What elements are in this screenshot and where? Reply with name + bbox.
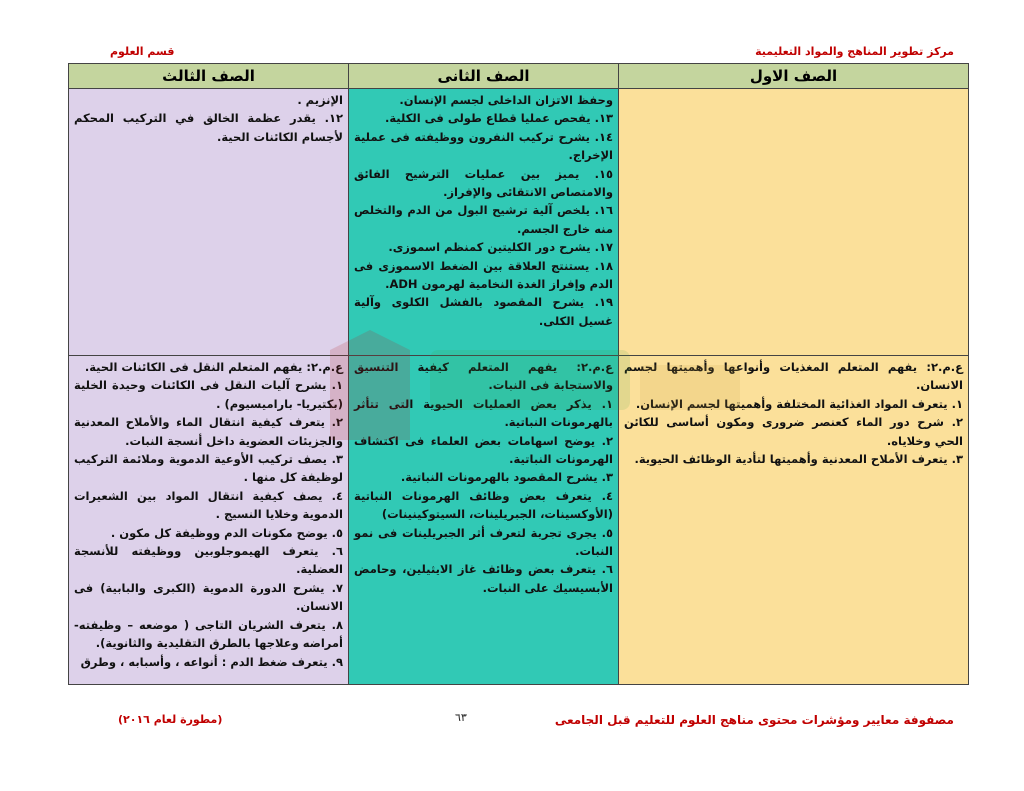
cell-line: ١٧. يشرح دور الكليتين كمنظم اسموزى. — [388, 240, 613, 255]
cell-line: ٣. يتعرف الأملاح المعدنية وأهميتها لتأدية الوظائف الحيوية. — [634, 452, 963, 467]
cell-line: ١. يذكر بعض العمليات الحيوية التى تتأثر بالهرمونات النباتية. — [354, 396, 613, 430]
cell-grade-2 — [349, 356, 619, 685]
cell-line: ٥. يجرى تجربة لتعرف أثر الجبريلينات فى نمو النبات. — [354, 525, 613, 559]
cell-line: ٦. يتعرف بعض وظائف غاز الايثيلين، وحامض الأبسيسيك على النبات. — [354, 562, 613, 595]
cell-grade-1 — [619, 356, 969, 685]
cell-line: ١٥. يميز بين عمليات الترشيح الفائق والامتصاص الانتقائى والإفراز. — [354, 166, 613, 200]
cell-line: ٣. يشرح المقصود بالهرمونات النباتية. — [400, 470, 613, 485]
cell-line: ٥. يوضح مكونات الدم ووظيفة كل مكون . — [110, 525, 343, 540]
cell-grade-3 — [69, 89, 349, 356]
cell-line: ١٦. يلخص آلية ترشيح البول من الدم والتخلص منه خارج الجسم. — [354, 203, 613, 236]
cell-line: ٧. يشرح الدورة الدموية (الكبرى والبابية) فى الانسان. — [74, 580, 343, 614]
cell-line: ٩. يتعرف ضغط الدم : أنواعه ، وأسبابه ، وطرق — [80, 654, 343, 669]
curriculum-table — [68, 63, 969, 685]
header-grade-2: الصف الثانى — [349, 64, 619, 89]
cell-line: ١. يتعرف المواد الغذائية المختلفة وأهميتها لجسم الإنسان. — [635, 396, 963, 411]
header-department: قسم العلوم — [110, 45, 175, 58]
table-row — [69, 89, 969, 356]
cell-line: ١٢. يقدر عظمة الخالق في التركيب المحكم لأجسام الكائنات الحية. — [74, 111, 343, 144]
footer-edition-year: (مطورة لعام ٢٠١٦) — [118, 713, 223, 726]
cell-grade-2 — [349, 89, 619, 356]
cell-line: ٦. يتعرف الهيموجلوبين ووظيفته للأنسجة العضلية. — [74, 544, 343, 577]
cell-line: ١٣. يفحص عمليا قطاع طولى فى الكلية. — [384, 111, 613, 126]
cell-line: ٢. يوضح اسهامات بعض العلماء فى اكتشاف الهرمونات النباتية. — [354, 433, 613, 467]
cell-line: ع.م.٢: يفهم المتعلم النقل فى الكائنات الحية. — [84, 360, 343, 374]
cell-line: ١٨. يستنتج العلاقة بين الضغط الاسموزى فى الدم وإفراز الغدة النخامية لهرمون ADH. — [354, 258, 613, 292]
cell-line: ٤. يصف كيفية انتقال المواد بين الشعيرات الدموية وخلايا النسيج . — [74, 488, 343, 522]
header-grade-3: الصف الثالث — [69, 64, 349, 89]
cell-line: ٨. يتعرف الشريان التاجى ( موضعه – وظيفته- أمراضه وعلاجها بالطرق التقليدية والثانوية). — [74, 617, 343, 651]
cell-line: ع.م.٢: يفهم المتعلم المغذيات وأنواعها وأهميتها لجسم الانسان. — [624, 360, 963, 393]
cell-line: ٣. يصف تركيب الأوعية الدموية وملائمة التركيب لوظيفة كل منها . — [74, 452, 343, 485]
cell-grade-1 — [619, 89, 969, 356]
cell-line: ٢. يتعرف كيفية انتقال الماء والأملاح المعدنية والجزيئات العضوية داخل أنسجة النبات. — [74, 415, 343, 448]
cell-line: ٤. يتعرف بعض وظائف الهرمونات النباتية (الأوكسينات، الجبريلينات، السيتوكينينات) — [354, 488, 613, 522]
header-grade-1: الصف الاول — [619, 64, 969, 89]
cell-line: وحفظ الاتزان الداخلى لجسم الإنسان. — [399, 93, 613, 107]
cell-line: ع.م.٢: يفهم المتعلم كيفية التنسيق والاستجابة فى النبات. — [354, 360, 613, 393]
cell-grade-3 — [69, 356, 349, 685]
table-row — [69, 356, 969, 685]
table-header-row — [69, 64, 969, 89]
page-number: ٦٣ — [455, 711, 467, 724]
cell-line: ١. يشرح آليات النقل فى الكائنات وحيدة الخلية (بكتيريا- باراميسيوم) . — [74, 378, 343, 411]
cell-line: الإنزيم . — [297, 93, 343, 107]
cell-line: ٢. شرح دور الماء كعنصر ضرورى ومكون أساسى للكائن الحي وخلاياه. — [624, 415, 963, 448]
footer-document-title: مصفوفة معايير ومؤشرات محتوى مناهج العلوم للتعليم قبل الجامعى — [554, 713, 954, 727]
header-center-name: مركز تطوير المناهج والمواد التعليمية — [755, 45, 954, 58]
cell-line: ١٩. يشرح المقصود بالفشل الكلوى وآلية غسيل الكلى. — [354, 295, 613, 328]
cell-line: ١٤. يشرح تركيب النفرون ووظيفته فى عملية الإخراج. — [354, 129, 613, 163]
